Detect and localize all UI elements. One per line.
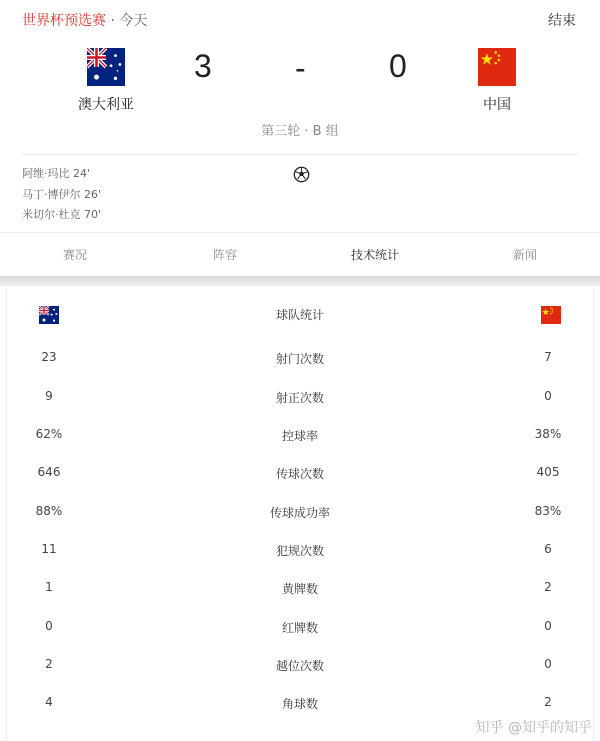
tab-match-report[interactable]: 赛况 — [62, 248, 87, 262]
round-info: 第三轮 · B 组 — [261, 124, 339, 139]
away-stat-value: 38% — [534, 427, 562, 441]
stat-row — [7, 580, 593, 600]
goal-scorers — [22, 166, 101, 228]
china-flag-icon — [541, 306, 561, 324]
stat-row — [7, 542, 593, 562]
section-separator — [0, 276, 600, 286]
stat-label: 黄牌数 — [281, 582, 318, 596]
stats-header — [7, 296, 593, 336]
away-stat-value: 2 — [544, 695, 552, 709]
tab-news[interactable]: 新闻 — [512, 248, 537, 262]
stat-label: 角球数 — [281, 697, 318, 711]
away-stat-value: 0 — [544, 657, 552, 671]
away-stat-value: 0 — [544, 389, 552, 403]
watermark: 知乎 @知乎的知乎 — [475, 720, 592, 736]
home-score: 3 — [194, 48, 212, 84]
stat-row — [7, 427, 593, 447]
away-stat-value: 6 — [544, 542, 552, 556]
match-status: 结束 — [548, 13, 576, 29]
home-stat-value: 646 — [37, 465, 61, 479]
away-stat-value: 2 — [544, 580, 552, 594]
divider — [22, 154, 578, 155]
match-header — [0, 0, 600, 278]
away-team-name[interactable]: 中国 — [483, 97, 511, 113]
home-stat-value: 0 — [45, 619, 53, 633]
home-stat-value: 9 — [45, 389, 53, 403]
tab-lineups[interactable]: 阵容 — [212, 248, 237, 262]
stats-title: 球队统计 — [275, 308, 324, 322]
goal-scorer: 阿维·玛比 24' — [22, 167, 91, 180]
goal-scorer: 米切尔·杜克 70' — [22, 208, 102, 221]
away-stat-value: 7 — [544, 350, 552, 364]
stat-label: 越位次数 — [275, 659, 324, 673]
australia-flag-icon[interactable] — [87, 48, 125, 86]
goal-scorer: 马丁·博伊尔 26' — [22, 187, 102, 201]
home-stat-value: 2 — [45, 657, 53, 671]
stat-label: 传球成功率 — [269, 506, 330, 520]
stat-row — [7, 695, 593, 715]
home-team-name[interactable]: 澳大利亚 — [78, 97, 134, 113]
home-stat-value: 62% — [35, 427, 63, 441]
stat-label: 射门次数 — [275, 352, 324, 366]
stat-row — [7, 504, 593, 524]
home-stat-value: 11 — [41, 542, 57, 556]
football-icon — [293, 166, 310, 183]
home-stat-value: 1 — [45, 580, 53, 594]
stat-label: 控球率 — [281, 429, 318, 443]
stat-label: 红牌数 — [281, 621, 318, 635]
tab-stats[interactable]: 技术统计 — [350, 248, 399, 262]
stat-row — [7, 619, 593, 639]
stat-row — [7, 389, 593, 409]
stat-label: 射正次数 — [275, 391, 324, 405]
home-stat-value: 23 — [41, 350, 57, 364]
home-stat-value: 88% — [35, 504, 63, 518]
stat-row — [7, 350, 593, 370]
away-stat-value: 0 — [544, 619, 552, 633]
china-flag-icon[interactable] — [478, 48, 516, 86]
competition-name[interactable]: 世界杯预选赛 — [22, 13, 106, 29]
stat-label: 犯规次数 — [275, 544, 324, 558]
match-tabs — [0, 232, 600, 278]
away-stat-value: 405 — [536, 465, 560, 479]
stat-row — [7, 465, 593, 485]
stat-label: 传球次数 — [275, 467, 324, 481]
team-stats-card — [6, 286, 594, 741]
competition-line — [22, 10, 147, 30]
stat-row — [7, 657, 593, 677]
match-date: · 今天 — [106, 13, 148, 29]
home-stat-value: 4 — [45, 695, 53, 709]
away-score: 0 — [389, 48, 407, 84]
away-stat-value: 83% — [534, 504, 562, 518]
score-separator: - — [295, 50, 306, 86]
